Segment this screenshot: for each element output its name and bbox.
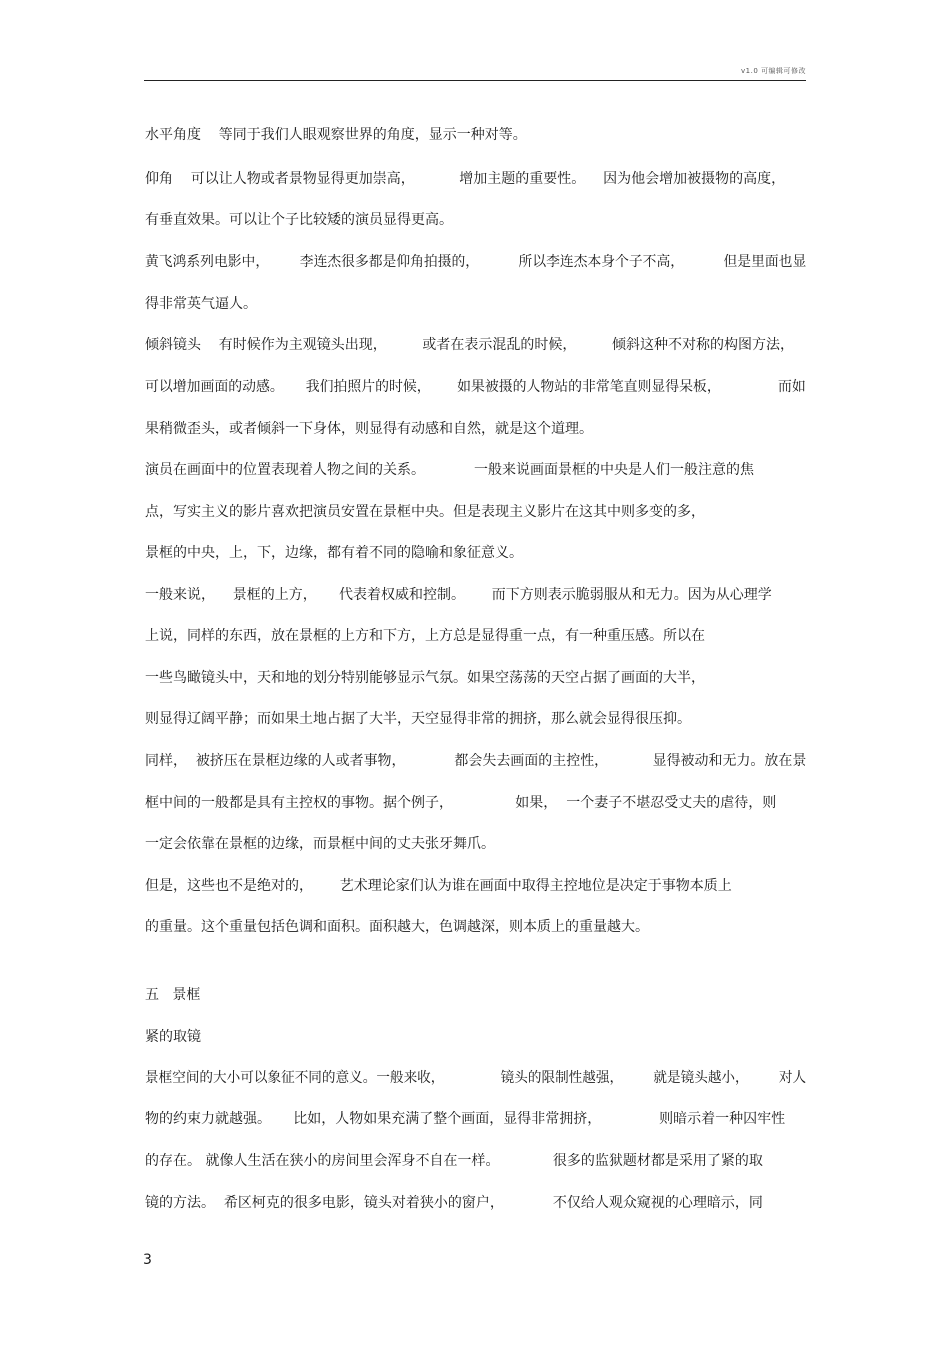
text-line: 同样， 被挤压在景框边缘的人或者事物， 都会失去画面的主控性， 显得被动和无力。放在景 (145, 753, 807, 769)
text-line: 的存在。 就像人生活在狭小的房间里会浑身不自在一样。 很多的监狱题材都是采用了紧的取 (145, 1153, 763, 1169)
text-line: 演员在画面中的位置表现着人物之间的关系。 一般来说画面景框的中央是人们一般注意的焦 (145, 462, 754, 478)
text-line: 框中间的一般都是具有主控权的事物。据个例子， 如果， 一个妻子不堪忍受丈夫的虐待，则 (145, 795, 777, 811)
page-number: 3 (143, 1252, 152, 1268)
header-rule (144, 80, 806, 81)
text-line: 一般来说， 景框的上方， 代表着权威和控制。 而下方则表示脆弱服从和无力。因为从心理学 (145, 587, 772, 603)
text-line: 倾斜镜头 有时候作为主观镜头出现， 或者在表示混乱的时候， 倾斜这种不对称的构图方法， (145, 337, 795, 353)
text-line: 水平角度 等同于我们人眼观察世界的角度，显示一种对等。 (145, 127, 527, 143)
text-line: 景框空间的大小可以象征不同的意义。一般来收， 镜头的限制性越强， 就是镜头越小， 对人 (145, 1070, 807, 1086)
text-line: 仰角 可以让人物或者景物显得更加崇高， 增加主题的重要性。 因为他会增加被摄物的高度， (145, 171, 786, 187)
text-line: 景框的中央，上，下，边缘，都有着不同的隐喻和象征意义。 (145, 545, 523, 561)
text-line: 的重量。这个重量包括色调和面积。面积越大，色调越深，则本质上的重量越大。 (145, 919, 649, 935)
text-line: 果稍微歪头，或者倾斜一下身体，则显得有动感和自然，就是这个道理。 (145, 421, 593, 437)
section-heading: 五 景框 (145, 987, 201, 1003)
header-version-note: v1.0 可编辑可修改 (741, 67, 806, 75)
text-line: 物的约束力就越强。 比如，人物如果充满了整个画面，显得非常拥挤， 则暗示着一种囚牢性 (145, 1111, 786, 1127)
text-line: 一定会依靠在景框的边缘，而景框中间的丈夫张牙舞爪。 (145, 836, 495, 852)
text-line: 有垂直效果。可以让个子比较矮的演员显得更高。 (145, 212, 453, 228)
subsection-heading: 紧的取镜 (145, 1029, 201, 1045)
text-line: 但是，这些也不是绝对的， 艺术理论家们认为谁在画面中取得主控地位是决定于事物本质上 (145, 878, 732, 894)
text-line: 镜的方法。 希区柯克的很多电影，镜头对着狭小的窗户， 不仅给人观众窥视的心理暗示，同 (145, 1195, 763, 1211)
text-line: 得非常英气逼人。 (145, 296, 257, 312)
text-line: 可以增加画面的动感。 我们拍照片的时候， 如果被摄的人物站的非常笔直则显得呆板， 而如 (145, 379, 806, 395)
text-line: 一些鸟瞰镜头中，天和地的划分特别能够显示气氛。如果空荡荡的天空占据了画面的大半， (145, 670, 705, 686)
text-line: 点，写实主义的影片喜欢把演员安置在景框中央。但是表现主义影片在这其中则多变的多， (145, 504, 705, 520)
text-line: 则显得辽阔平静；而如果土地占据了大半，天空显得非常的拥挤，那么就会显得很压抑。 (145, 711, 691, 727)
text-line: 上说，同样的东西，放在景框的上方和下方，上方总是显得重一点，有一种重压感。所以在 (145, 628, 705, 644)
text-line: 黄飞鸿系列电影中， 李连杰很多都是仰角拍摄的， 所以李连杰本身个子不高， 但是里面也显 (145, 254, 807, 270)
